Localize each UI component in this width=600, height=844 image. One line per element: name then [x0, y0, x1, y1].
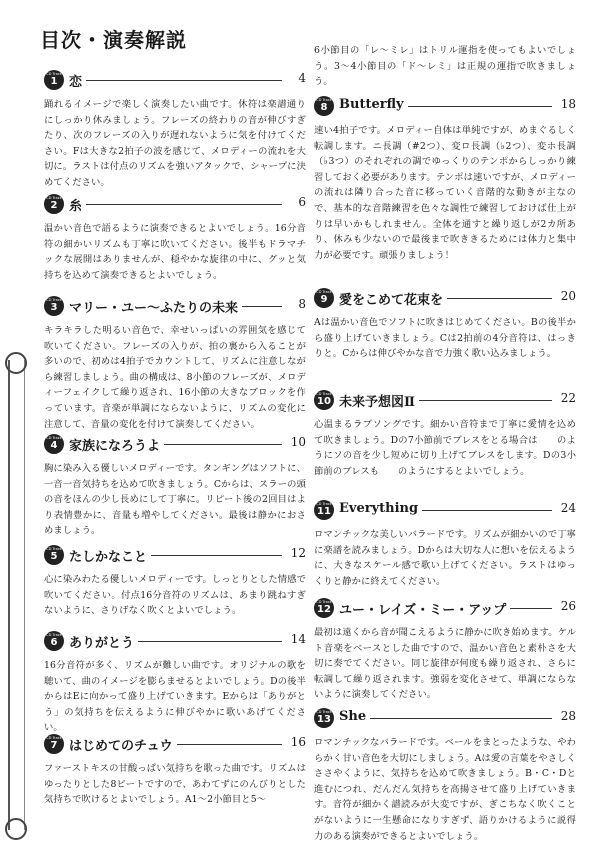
- performance-notes: 心に染みわたる優しいメロディーです。しっとりとした情感で吹いてください。付点16分音符のリズムは、あまり跳ねすぎないように、さりげなく吹くとよいでしょう。: [44, 574, 306, 617]
- page-number: 26: [558, 599, 576, 613]
- song-entry-10: [314, 388, 576, 479]
- cd-track-icon: CD Track 11: [314, 500, 334, 520]
- song-title: 恋: [69, 71, 86, 90]
- song-entry-8: [314, 94, 576, 263]
- song-title: She: [339, 709, 370, 724]
- cd-track-icon: CD Track 4: [44, 434, 64, 454]
- song-title: 家族になろうよ: [69, 435, 164, 454]
- performance-notes: 速い4拍子です。メロディー自体は単純ですが、めまぐるしく転調します。ニ長調（#2つ）、変ロ長調（♭2つ）、変ホ長調（♭3つ）のそれぞれの調でゆっくりのテンポからしっかり練習しておく必要があります。テンポは速いですが、メロディーの流れは隣り合った音に移っていく音階的な動きが主なので、基本的な音階練習を色々な調性で練習しておけば仕上がりは早いかもしれません。全体を通すと繰り返しが2カ所あり、休みも少ないので最後まで吹ききるためには体力と集中力が必要です。頑張りましょう！: [314, 125, 576, 261]
- decorative-border: [8, 360, 25, 830]
- leader-line: [69, 80, 282, 81]
- song-entry-1: [44, 68, 306, 191]
- page-number: 20: [558, 289, 576, 303]
- page-number: 18: [558, 97, 576, 111]
- performance-notes: 胸に染み入る優しいメロディーです。タンギングはソフトに、一音一音気持ちを込めて吹きましょう。Cからは、スラーの頭の音をほんの少し長めにして丁寧に。リピート後の2回目はより表情豊かに、音量も増やしてください。最後は静かにおさめましょう。: [44, 463, 306, 537]
- cd-track-icon: CD Track 6: [44, 631, 64, 651]
- page-number: 22: [558, 391, 576, 405]
- leader-line: [339, 718, 552, 719]
- cd-track-icon: CD Track 3: [44, 296, 64, 316]
- performance-notes: 16分音符が多く、リズムが難しい曲です。オリジナルの歌を聴いて、曲のイメージを膨らませるとよいでしょう。Dの後半からはEに向かって盛り上げていきます。Eからは「ありがとう」の気持ちを伝えるように伸びやかに歌いあげてください。: [44, 660, 306, 734]
- performance-notes: 温かい音色で語るように演奏できるとよいでしょう。16分音符の細かいリズムも丁寧に吹いてください。後半もドラマチックな展開はありませんが、穏やかな旋律の中に、グッと気持ちを込めて演奏できるとよいでしょう。: [44, 223, 306, 281]
- page-number: 12: [288, 546, 306, 560]
- page-number: 6: [295, 195, 306, 209]
- song-entry-4: [44, 432, 306, 539]
- song-entry-5: [44, 543, 306, 619]
- cd-track-icon: CD Track 8: [314, 96, 334, 116]
- song-entry-2: [44, 192, 306, 283]
- song-entry-7: [44, 732, 306, 808]
- song-title: はじめてのチュウ: [69, 735, 177, 754]
- cd-track-icon: CD Track 9: [314, 288, 334, 308]
- page-number: 4: [295, 71, 306, 85]
- page-number: 24: [558, 501, 576, 515]
- performance-notes: 最初は遠くから音が聞こえるように静かに吹き始めます。ケルト音楽をベースとした曲ですので、温かい音色と素朴さを大切に奏でてください。同じ旋律が何度も繰り返され、さらに転調して繰り返されます。強弱を変化させて、単調にならないように演奏してください。: [314, 627, 576, 701]
- cd-track-icon: CD Track 12: [314, 598, 334, 618]
- leader-line: [69, 204, 282, 205]
- performance-notes: ロマンチックな美しいバラードです。リズムが細かいので丁寧に楽譜を読みましょう。Dからは大切な人に想いを伝えるように、大きなスケール感で歌い上げてください。ラストはゆっくりと静かに終えてください。: [314, 529, 576, 587]
- cd-track-icon: CD Track 7: [44, 734, 64, 754]
- performance-notes: ファーストキスの甘酸っぱい気持ちを歌った曲です。リズムはゆったりとした8ビートですので、あわてずにのんびりとした気持ちで吹けるとよいでしょう。A1〜2小節目と5〜: [44, 763, 306, 806]
- song-entry-12: [314, 596, 576, 703]
- song-title: ユー・レイズ・ミー・アップ: [339, 599, 510, 618]
- song-title: 糸: [69, 195, 86, 214]
- song-title: Butterfly: [339, 97, 408, 112]
- song-entry-6: [44, 629, 306, 736]
- song-title: たしかなこと: [69, 546, 151, 565]
- cd-track-icon: CD Track 5: [44, 545, 64, 565]
- song-title: 愛をこめて花束を: [339, 289, 447, 308]
- performance-notes: 心温まるラブソングです。細かい音符まで丁寧に愛情を込めて吹きましょう。Dの7小節前でブレスをとる場合は のようにソの音を少し短めに切り上げてブレスをします。Dの3小節前のブレスも のようにするとよいでしょう。: [314, 419, 576, 477]
- performance-notes: キラキラした明るい音色で、幸せいっぱいの雰囲気を感じて吹いてください。フレーズの入りが、拍の裏から入ることが多いので、初めは4拍子でカウントして、リズムに注意しながら練習しましょう。曲の構成は、8小節のフレーズが、メロディーフェイクして繰り返され、16小節の大きなブロックを作っています。音楽が単調にならないように、リズムの変化に注意して、音量の変化を付けて演奏してください。: [44, 325, 306, 430]
- song-title: マリー・ユー〜ふたりの未来: [69, 297, 242, 316]
- performance-notes: ロマンチックなバラードです。ベールをまとったような、やわらかく甘い音色を大切にしましょう。Aは愛の言葉をやさしくささやくように、気持ちを込めて吹きましょう。B・C・Dと進むにつれ、だんだん気持ちを高揚させて盛り上げていきます。音符が細かく譜読みが大変ですが、ぎこちなく吹くことがないように一生懸命になりすぎず、語りかけるように説得力のある演奏ができるとよいでしょう。: [314, 737, 576, 842]
- page-number: 16: [288, 735, 306, 749]
- ornament-icon: [5, 818, 27, 840]
- ornament-icon: [5, 352, 27, 374]
- song-title: Everything: [339, 501, 422, 516]
- song-entry-9: [314, 286, 576, 362]
- performance-notes: 6小節目の「レ〜ミレ」はトリル運指を使ってもよいでしょう。3〜4小節目の「ド〜レミ」は正規の運指で吹きましょう。: [314, 45, 576, 88]
- song-entry-7-continued: [314, 40, 576, 90]
- song-title: ありがとう: [69, 632, 138, 651]
- page-number: 14: [288, 632, 306, 646]
- page-title: 目次・演奏解説: [40, 28, 187, 52]
- cd-track-icon: CD Track 1: [44, 70, 64, 90]
- song-entry-3: [44, 294, 306, 432]
- page-number: 28: [558, 709, 576, 723]
- performance-notes: 踊れるイメージで楽しく演奏したい曲です。休符は楽譜通りにしっかり休みましょう。フレーズの終わりの音が伸びすぎたり、次のフレーズの入りが遅れないように気を付けてください。Fは大きな2拍子の波を感じて、メロディーの流れを大切に。ラストは付点のリズムを強いアタックで、シャープに決めてください。: [44, 99, 306, 188]
- cd-track-icon: CD Track 13: [314, 708, 334, 728]
- song-entry-13: [314, 706, 576, 844]
- performance-notes: Aは温かい音色でソフトに吹きはじめてください。Bの後半から盛り上げていきましょう。Cは2拍前の4分音符は、はっきりと。Cからは伸びやかな音で力強く歌い込みましょう。: [314, 317, 576, 360]
- song-entry-11: [314, 498, 576, 589]
- page-number: 10: [288, 435, 306, 449]
- page-number: 8: [295, 297, 306, 311]
- cd-track-icon: CD Track 10: [314, 390, 334, 410]
- cd-track-icon: CD Track 2: [44, 194, 64, 214]
- song-title: 未来予想図Ⅱ: [339, 391, 419, 410]
